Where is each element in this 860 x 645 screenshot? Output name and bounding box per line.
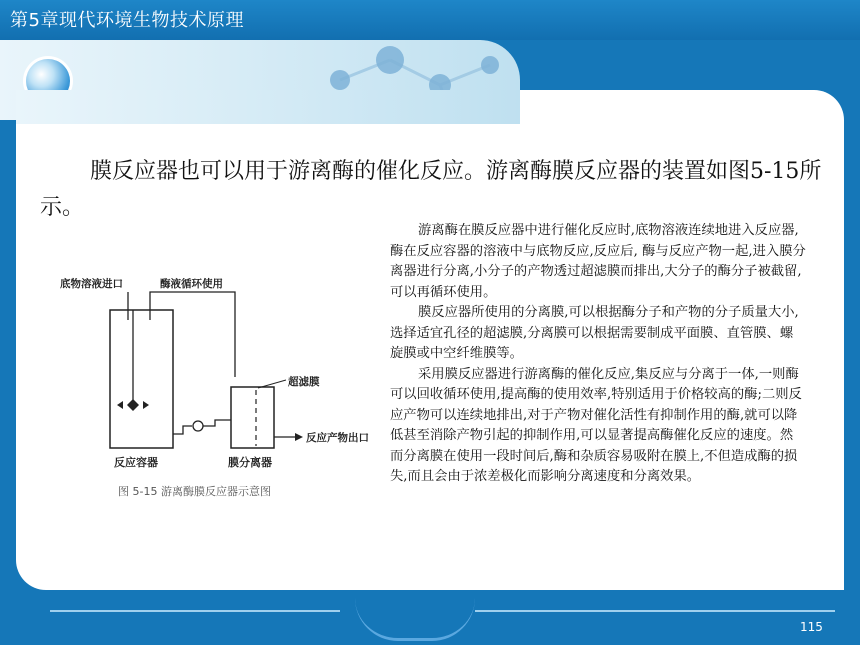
description (390, 221, 806, 488)
header-band (0, 0, 860, 40)
footer-arc (355, 598, 475, 641)
reactor-diagram (50, 260, 390, 510)
description-paragraph: 采用膜反应器进行游离酶的催化反应,集反应与分离于一体,一则酶可以回收循环使用,提高酶的使用效率,特别适用于价格较高的酶;二则反应产物可以连续地排出,对于产物对催化活性有抑制作用的酶,就可以降低甚至消除产物引起的抑制作用,可以显著提高酶催化反应的速度。然而分离膜在使用一段时间后,酶和杂质容易吸附在膜上,不但造成酶的损失,而且会由于浓差极化而影响分离速度和分离效果。 (390, 366, 802, 484)
page-number: 115 (800, 620, 823, 634)
label-ultrafiltration: 超滤膜 (288, 376, 320, 388)
pipe-to-separator (203, 420, 231, 426)
pump-icon (193, 421, 203, 431)
banner-right (520, 40, 860, 88)
description-paragraph: 膜反应器所使用的分离膜,可以根据酶分子和产物的分子质量大小,选择适宜孔径的超滤膜,分离膜可以根据需要制成平面膜、直管膜、螺旋膜或中空纤维膜等。 (390, 305, 799, 361)
panel-notch (16, 90, 520, 124)
label-product-outlet: 反应产物出口 (306, 432, 369, 444)
figure-caption: 图 5-15 游离酶膜反应器示意图 (118, 485, 271, 498)
label-enzyme-recycle: 酶液循环使用 (160, 278, 223, 290)
label-reactor: 反应容器 (114, 456, 158, 469)
pipe-recycle (150, 292, 235, 377)
label-substrate-inlet: 底物溶液进口 (60, 278, 123, 290)
intro-text: 膜反应器也可以用于游离酶的催化反应。游离酶膜反应器的装置如图5-15所示。 (40, 159, 822, 220)
outlet-arrow-icon (295, 433, 303, 441)
reactor-vessel (110, 310, 173, 448)
description-paragraph: 游离酶在膜反应器中进行催化反应时,底物溶液连续地进入反应器,酶在反应容器的溶液中与底物反应,反应后, 酶与反应产物一起,进入膜分离器进行分离,小分子的产物透过超滤膜而排出,大分子的酶分子被截留,可以再循环使用。 (390, 223, 806, 300)
footer-line-left (50, 610, 340, 612)
membrane-separator (231, 387, 274, 448)
footer-line-right (475, 610, 835, 612)
chapter-title: 第5章现代环境生物技术原理 (10, 10, 244, 31)
stirrer-blade-icon (117, 399, 149, 411)
pipe-to-pump (173, 426, 192, 434)
label-separator: 膜分离器 (228, 456, 272, 469)
